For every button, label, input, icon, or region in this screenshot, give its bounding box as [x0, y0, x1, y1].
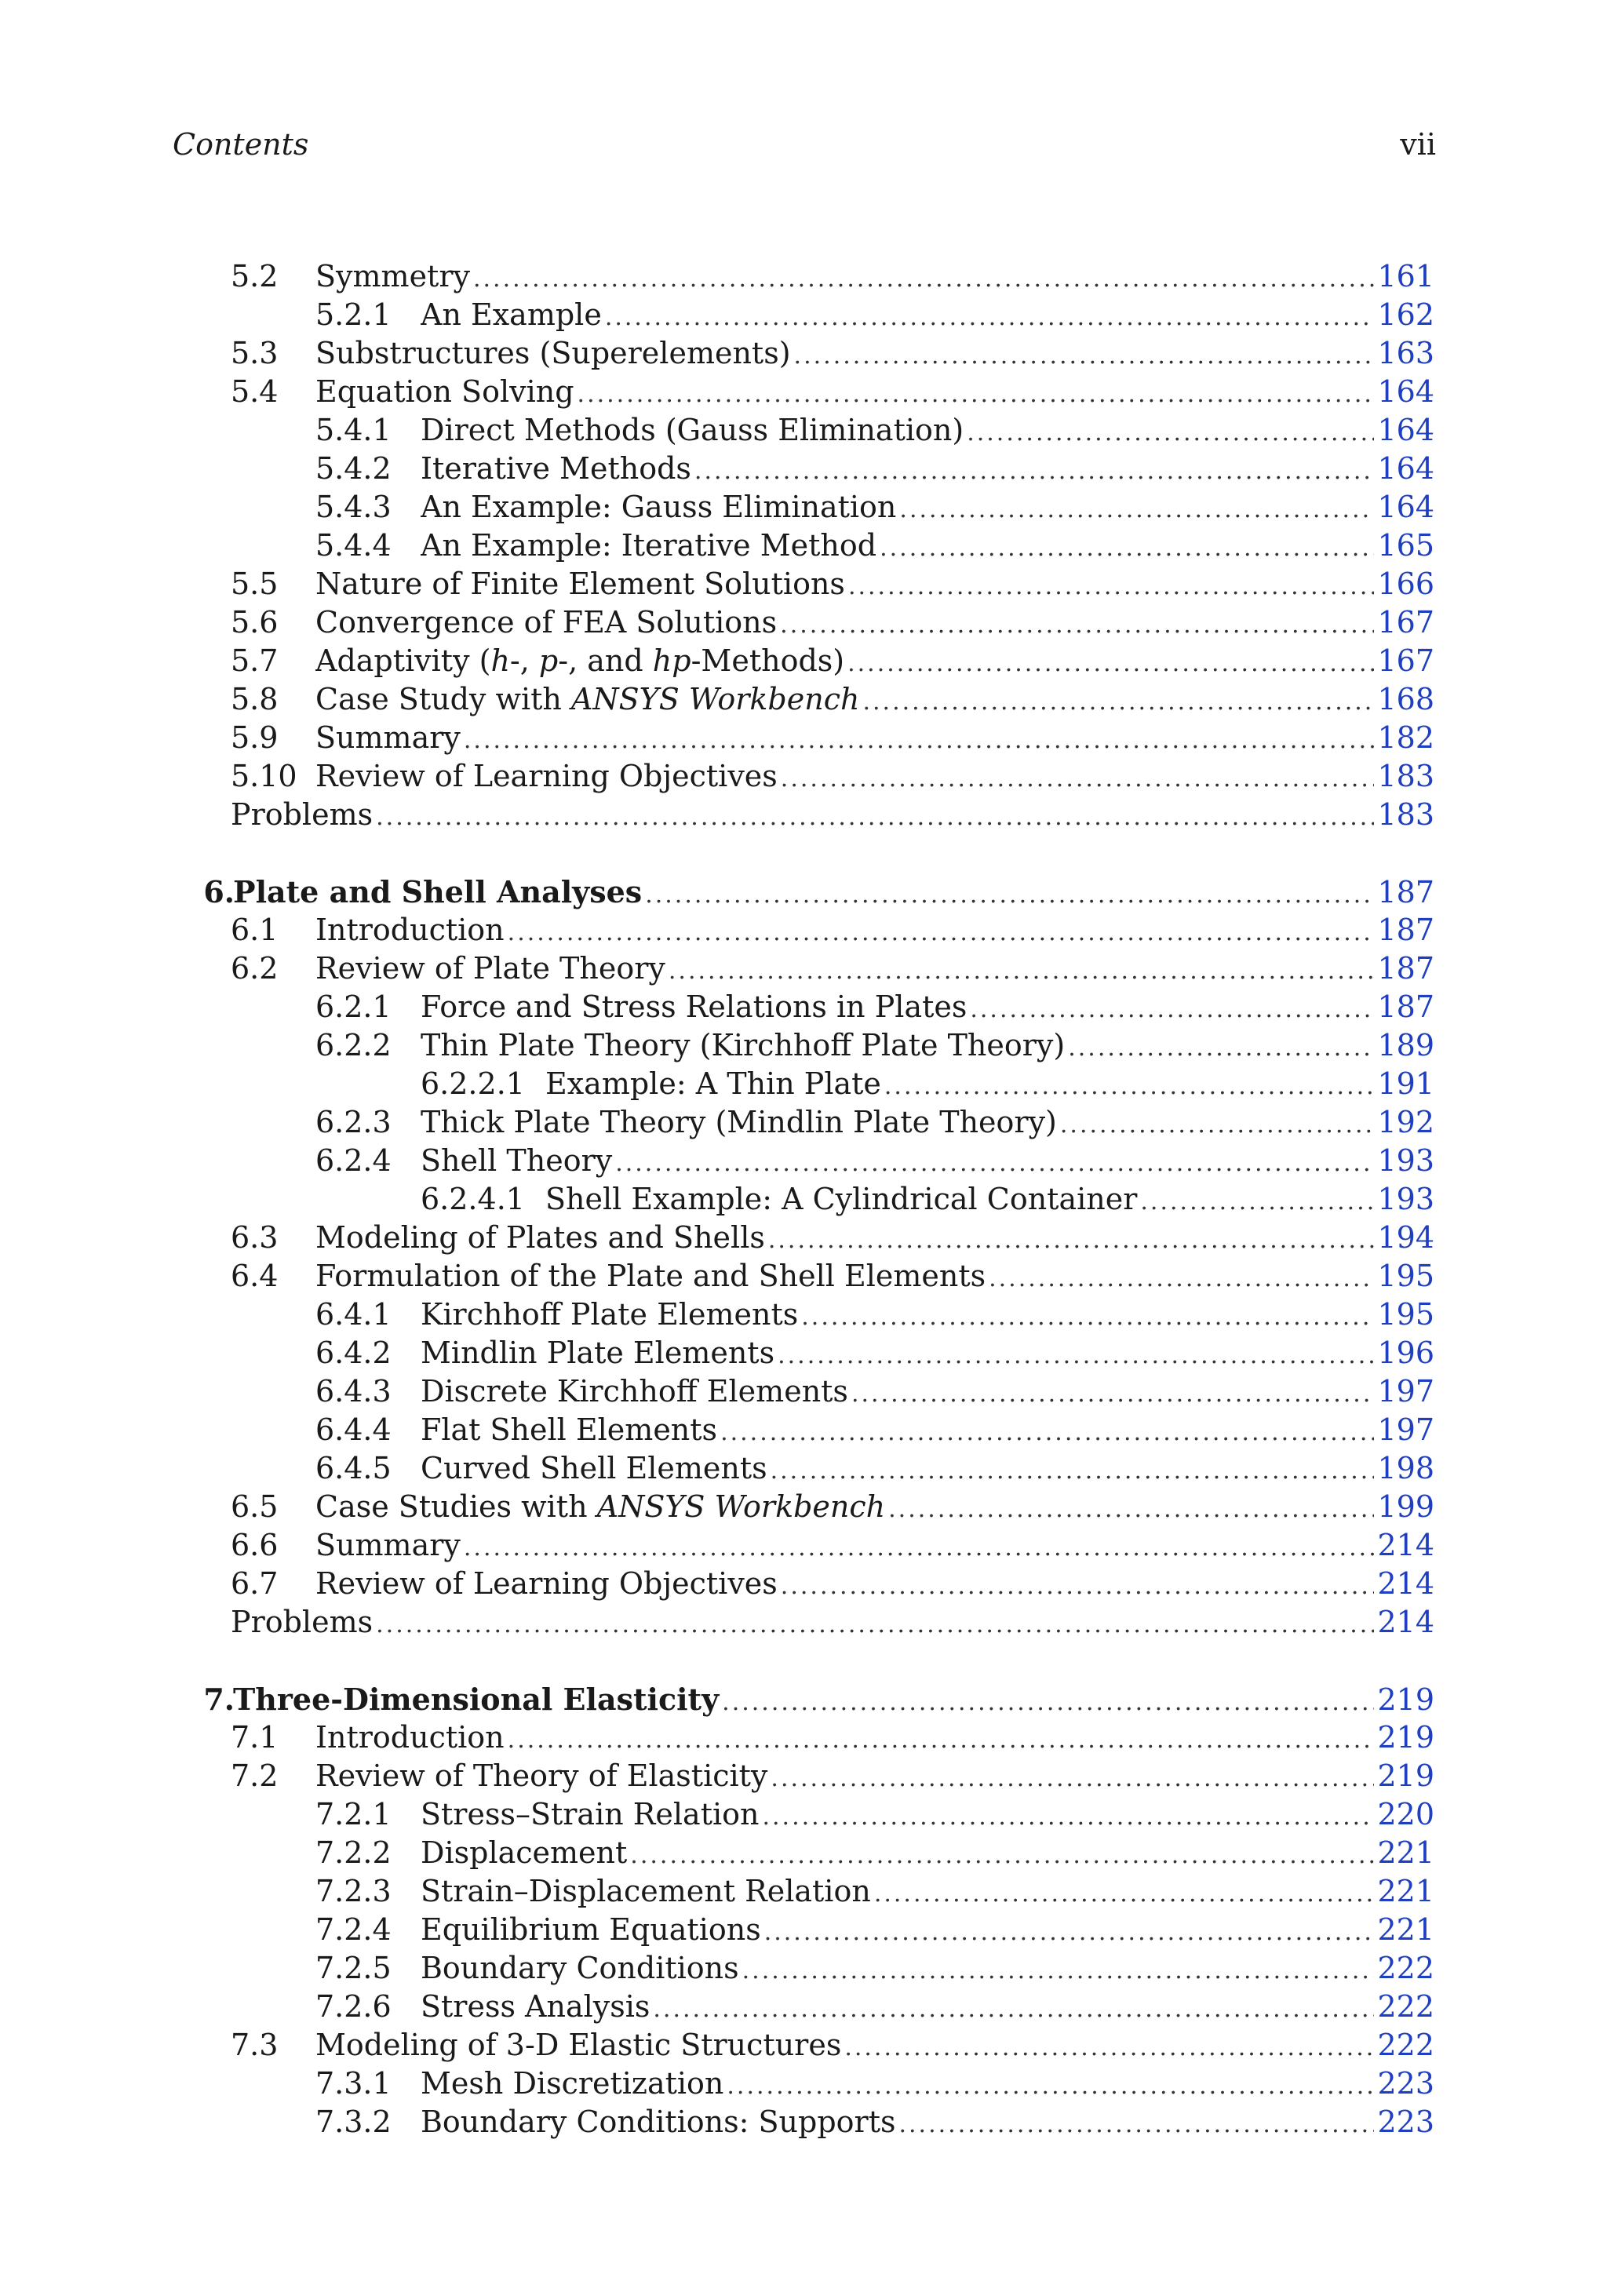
toc-entry[interactable] [0, 1526, 1607, 1565]
toc-entry-title: Thick Plate Theory (Mindlin Plate Theory) [421, 1105, 1057, 1139]
toc-entry[interactable] [0, 296, 1607, 334]
dot-leader [781, 760, 1375, 798]
toc-entry[interactable] [0, 257, 1607, 296]
running-head [173, 127, 1436, 166]
toc-entry-page-link[interactable]: 222 [1377, 1989, 1434, 2024]
toc-entry-page-link[interactable]: 214 [1377, 1605, 1434, 1639]
dot-leader [884, 1067, 1375, 1106]
toc-entry-line [421, 1949, 1434, 1990]
dot-leader [764, 1913, 1375, 1952]
toc-entry-title: Force and Stress Relations in Plates [421, 989, 967, 1024]
dot-leader [615, 1144, 1374, 1183]
toc-entry-page-link[interactable]: 214 [1377, 1528, 1434, 1562]
toc-entry[interactable] [0, 757, 1607, 796]
toc-entry-line [315, 949, 1434, 990]
dot-leader [653, 1990, 1374, 2028]
toc-entry[interactable] [0, 1834, 1607, 1872]
toc-entry-line [421, 1449, 1434, 1490]
dot-leader [801, 1298, 1374, 1336]
toc-entry[interactable] [0, 527, 1607, 565]
toc-entry-line [231, 796, 1434, 836]
toc-entry-page-link[interactable]: 195 [1377, 1259, 1434, 1293]
toc-entry-page-link[interactable]: 166 [1377, 567, 1434, 601]
dot-leader [771, 1452, 1375, 1490]
toc-entry[interactable] [0, 1026, 1607, 1065]
toc-entry-line [315, 2026, 1434, 2067]
toc-entry-line [231, 1603, 1434, 1644]
toc-entry-title: Boundary Conditions [421, 1951, 739, 1985]
toc-entry-number: 5.3 [231, 336, 279, 370]
dot-leader [880, 529, 1374, 567]
toc-entry-line [421, 411, 1434, 452]
toc-entry-number: 5.8 [231, 682, 279, 716]
toc-entry[interactable] [0, 1565, 1607, 1603]
toc-entry-number: 7.2.1 [315, 1797, 392, 1831]
toc-entry-title: Discrete Kirchhoff Elements [421, 1374, 848, 1409]
toc-entry[interactable] [0, 450, 1607, 488]
toc-entry-title: Boundary Conditions: Supports [421, 2105, 896, 2139]
dot-leader [473, 260, 1375, 298]
toc-entry-page-link[interactable]: 162 [1377, 297, 1434, 332]
toc-entry-page-link[interactable]: 187 [1377, 913, 1434, 947]
toc-entry-title: Mesh Discretization [421, 2066, 724, 2101]
dot-leader [1060, 1106, 1375, 1144]
toc-entry[interactable] [0, 1449, 1607, 1488]
dot-leader [605, 298, 1375, 337]
toc-entry-line [421, 1834, 1434, 1875]
toc-entry-page-link[interactable]: 187 [1377, 875, 1434, 909]
toc-entry[interactable] [0, 642, 1607, 680]
dot-leader [862, 683, 1374, 721]
toc-entry-page-link[interactable]: 196 [1377, 1336, 1434, 1370]
toc-entry-title: Shell Example: A Cylindrical Container [545, 1182, 1138, 1216]
toc-entry[interactable] [0, 719, 1607, 757]
toc-entry-page-link[interactable]: 163 [1377, 336, 1434, 370]
toc-entry-page-link[interactable]: 220 [1377, 1797, 1434, 1831]
dot-leader [794, 337, 1375, 375]
toc-entry-page-link[interactable]: 221 [1377, 1835, 1434, 1870]
toc-entry-number: 7.2.3 [315, 1874, 392, 1908]
toc-entry-number: 5.4.4 [315, 528, 392, 563]
toc-entry[interactable] [0, 680, 1607, 719]
toc-entry-number: 5.5 [231, 567, 279, 601]
toc-entry-title: Three-Dimensional Elasticity [233, 1682, 720, 1717]
toc-entry-page-link[interactable]: 198 [1377, 1451, 1434, 1485]
dot-leader [722, 1683, 1374, 1722]
toc-entry[interactable] [0, 2026, 1607, 2065]
toc-entry-line [421, 988, 1434, 1029]
toc-entry-number: 6.2.2 [315, 1028, 392, 1062]
toc-entry-page-link[interactable]: 187 [1377, 989, 1434, 1024]
toc-entry-page-link[interactable]: 192 [1377, 1105, 1434, 1139]
dot-leader [771, 1759, 1374, 1798]
toc-entry-page-link[interactable]: 223 [1377, 2105, 1434, 2139]
toc-entry-title: Nature of Finite Element Solutions [315, 567, 845, 601]
toc-entry-page-link[interactable]: 187 [1377, 951, 1434, 986]
toc-entry[interactable] [0, 411, 1607, 450]
toc-entry-title: Summary [315, 1528, 461, 1562]
toc-entry-number: 6.2.3 [315, 1105, 392, 1139]
toc-entry-number: 6.4.4 [315, 1412, 392, 1447]
toc-entry-line [315, 373, 1434, 414]
toc-entry-title: Direct Methods (Gauss Elimination) [421, 413, 964, 447]
toc-entry-line [421, 1372, 1434, 1413]
toc-entry-number: 6.2.4.1 [421, 1182, 525, 1216]
toc-entry-title: Case Studies with ANSYS Workbench [315, 1489, 886, 1524]
toc-entry-number: 7.2 [231, 1758, 279, 1793]
dot-leader [508, 913, 1375, 952]
toc-entry-title: Review of Theory of Elasticity [315, 1758, 768, 1793]
toc-entry-page-link[interactable]: 161 [1377, 259, 1434, 293]
toc-entry[interactable] [0, 1065, 1607, 1103]
toc-entry-title: Case Study with ANSYS Workbench [315, 682, 860, 716]
toc-entry[interactable] [0, 488, 1607, 527]
toc-entry-line [421, 527, 1434, 567]
toc-entry-number: 7.2.5 [315, 1951, 392, 1985]
toc-entry-number: 5.2 [231, 259, 279, 293]
toc-entry-line [421, 1795, 1434, 1836]
toc-entry-line [315, 642, 1434, 683]
toc-entry-page-link[interactable]: 222 [1377, 2028, 1434, 2062]
toc-entry-line [421, 1911, 1434, 1952]
dot-leader [376, 798, 1374, 836]
toc-entry-title: Equation Solving [315, 374, 574, 409]
toc-entry-page-link[interactable]: 219 [1377, 1758, 1434, 1793]
toc-entry-title: Flat Shell Elements [421, 1412, 718, 1447]
toc-entry[interactable] [0, 565, 1607, 603]
toc-entry-title: Substructures (Superelements) [315, 336, 791, 370]
toc-entry-line [315, 1718, 1434, 1759]
toc-entry-number: 5.9 [231, 720, 279, 755]
dot-leader [645, 876, 1374, 914]
toc-entry[interactable] [0, 1257, 1607, 1296]
dot-leader [768, 1221, 1375, 1259]
toc-entry-title: Kirchhoff Plate Elements [421, 1297, 799, 1332]
toc-entry-line [315, 1257, 1434, 1298]
toc-entry-title: Mindlin Plate Elements [421, 1336, 775, 1370]
toc-entry-number: 6.6 [231, 1528, 279, 1562]
toc-entry-number: 6.1 [231, 913, 279, 947]
dot-leader [464, 721, 1375, 760]
dot-leader [762, 1798, 1374, 1836]
dot-leader [778, 1336, 1374, 1375]
toc-entry-page-link[interactable]: 164 [1377, 374, 1434, 409]
dot-leader [780, 606, 1374, 644]
toc-entry-title: Review of Learning Objectives [315, 1566, 778, 1601]
toc-entry-line [421, 1411, 1434, 1452]
toc-entry-page-link[interactable]: 197 [1377, 1374, 1434, 1409]
toc-entry-page-link[interactable]: 182 [1377, 720, 1434, 755]
toc-entry-title: Introduction [315, 913, 505, 947]
toc-entry[interactable] [0, 1142, 1607, 1180]
toc-entry-title: Iterative Methods [421, 451, 691, 486]
toc-entry-title: Modeling of 3-D Elastic Structures [315, 2028, 842, 2062]
toc-entry-page-link[interactable]: 168 [1377, 682, 1434, 716]
toc-entry-title: Problems [231, 1605, 374, 1639]
toc-entry-number: 6.5 [231, 1489, 279, 1524]
dot-leader [630, 1836, 1374, 1875]
dot-leader [847, 644, 1374, 683]
dot-leader [669, 952, 1375, 990]
toc-entry-line [315, 911, 1434, 952]
toc-entry-number: 6. [203, 874, 235, 909]
toc-entry[interactable] [0, 1603, 1607, 1642]
toc-entry-page-link[interactable]: 219 [1377, 1682, 1434, 1717]
running-head-title: Contents [173, 127, 309, 162]
toc-entry-number: 7.2.2 [315, 1835, 392, 1870]
running-head-page-number: vii [1400, 127, 1436, 162]
toc-entry[interactable] [0, 1103, 1607, 1142]
toc-entry-title: Summary [315, 720, 461, 755]
toc-entry-line [545, 1180, 1434, 1221]
toc-entry-number: 5.4 [231, 374, 279, 409]
toc-chapter-entry[interactable] [0, 873, 1607, 911]
toc-entry-line [315, 334, 1434, 375]
toc-entry-line [421, 2103, 1434, 2144]
toc-entry[interactable] [0, 2103, 1607, 2141]
toc-entry-line [315, 1565, 1434, 1605]
toc-entry-number: 6.4.1 [315, 1297, 392, 1332]
toc-entry-title: Strain–Displacement Relation [421, 1874, 871, 1908]
toc-entry-line [315, 1219, 1434, 1259]
toc-entry-title: Review of Learning Objectives [315, 759, 778, 793]
toc-entry-line [233, 873, 1434, 914]
toc-entry-page-link[interactable]: 193 [1377, 1143, 1434, 1178]
toc-entry-title: Stress Analysis [421, 1989, 650, 2024]
toc-entry-number: 7.1 [231, 1720, 279, 1755]
toc-entry[interactable] [0, 911, 1607, 949]
toc-entry[interactable] [0, 1872, 1607, 1911]
toc-entry-number: 5.4.2 [315, 451, 392, 486]
toc-entry-line [315, 719, 1434, 760]
dot-leader [848, 567, 1375, 606]
toc-entry-number: 7.3.2 [315, 2105, 392, 2139]
toc-entry-title: Stress–Strain Relation [421, 1797, 760, 1831]
dot-leader [694, 452, 1375, 490]
dot-leader [781, 1567, 1375, 1605]
toc-entry-line [421, 1872, 1434, 1913]
toc-entry[interactable] [0, 949, 1607, 988]
toc-entry-page-link[interactable]: 199 [1377, 1489, 1434, 1524]
toc-entry-title: Review of Plate Theory [315, 951, 665, 986]
dot-leader [989, 1259, 1374, 1298]
dot-leader [376, 1605, 1374, 1644]
dot-leader [899, 490, 1374, 529]
dot-leader [1068, 1029, 1374, 1067]
toc-entry-page-link[interactable]: 222 [1377, 1951, 1434, 1985]
toc-entry-title: Thin Plate Theory (Kirchhoff Plate Theory) [421, 1028, 1066, 1062]
toc-entry-page-link[interactable]: 223 [1377, 2066, 1434, 2101]
toc-entry-page-link[interactable]: 219 [1377, 1720, 1434, 1755]
toc-entry[interactable] [0, 2065, 1607, 2103]
toc-entry-line [421, 488, 1434, 529]
toc-entry-page-link[interactable]: 164 [1377, 490, 1434, 524]
toc-entry-number: 6.4.3 [315, 1374, 392, 1409]
toc-entry-page-link[interactable]: 164 [1377, 413, 1434, 447]
toc-entry-number: 6.4 [231, 1259, 279, 1293]
toc-entry-number: 6.7 [231, 1566, 279, 1601]
toc-entry-line [421, 1296, 1434, 1336]
toc-entry-title: Adaptivity (h-, p-, and hp-Methods) [315, 643, 845, 678]
toc-entry-line [315, 257, 1434, 298]
toc-entry[interactable] [0, 1296, 1607, 1334]
toc-entry-number: 5.7 [231, 643, 279, 678]
toc-entry-number: 7.3.1 [315, 2066, 392, 2101]
dot-leader [970, 990, 1374, 1029]
toc-entry[interactable] [0, 988, 1607, 1026]
toc-entry-title: Introduction [315, 1720, 505, 1755]
toc-entry-title: An Example [421, 297, 602, 332]
dot-leader [888, 1490, 1374, 1529]
toc-entry[interactable] [0, 1372, 1607, 1411]
toc-entry[interactable] [0, 603, 1607, 642]
toc-entry-page-link[interactable]: 165 [1377, 528, 1434, 563]
toc-entry-title: Equilibrium Equations [421, 1912, 761, 1947]
toc-entry-title: Convergence of FEA Solutions [315, 605, 778, 640]
dot-leader [742, 1952, 1375, 1990]
toc-entry-number: 5.2.1 [315, 297, 392, 332]
dot-leader [874, 1875, 1375, 1913]
toc-entry[interactable] [0, 1180, 1607, 1219]
toc-entry-title: Plate and Shell Analyses [233, 874, 643, 909]
toc-entry-line [315, 757, 1434, 798]
toc-entry-line [421, 1988, 1434, 2028]
dot-leader [844, 2028, 1374, 2067]
toc-entry-number: 6.2.4 [315, 1143, 392, 1178]
toc-entry-number: 5.4.3 [315, 490, 392, 524]
toc-entry-page-link[interactable]: 195 [1377, 1297, 1434, 1332]
toc-entry-title: Symmetry [315, 259, 470, 293]
toc-entry-line [421, 1334, 1434, 1375]
toc-entry-number: 6.4.5 [315, 1451, 392, 1485]
toc-entry-title: An Example: Iterative Method [421, 528, 877, 563]
toc-entry-line [421, 296, 1434, 337]
toc-entry[interactable] [0, 796, 1607, 834]
toc-entry-page-link[interactable]: 167 [1377, 605, 1434, 640]
toc-entry-number: 6.4.2 [315, 1336, 392, 1370]
toc-entry-title: Example: A Thin Plate [545, 1066, 881, 1101]
toc-entry-number: 7.2.6 [315, 1989, 392, 2024]
toc-entry[interactable] [0, 1219, 1607, 1257]
toc-entry-title: An Example: Gauss Elimination [421, 490, 897, 524]
dot-leader [1140, 1183, 1374, 1221]
toc-entry-title: Shell Theory [421, 1143, 613, 1178]
toc-entry[interactable] [0, 373, 1607, 411]
toc-entry[interactable] [0, 1757, 1607, 1795]
toc-entry-number: 7. [203, 1682, 235, 1717]
toc-entry-line [545, 1065, 1434, 1106]
toc-entry-title: Displacement [421, 1835, 628, 1870]
toc-entry-line [315, 1526, 1434, 1567]
toc-entry-page-link[interactable]: 214 [1377, 1566, 1434, 1601]
toc-entry-line [421, 1026, 1434, 1067]
toc-entry[interactable] [0, 1949, 1607, 1988]
toc-entry-line [233, 1680, 1434, 1722]
toc-entry[interactable] [0, 1411, 1607, 1449]
toc-entry-line [421, 1103, 1434, 1144]
toc-entry[interactable] [0, 1911, 1607, 1949]
toc-entry-page-link[interactable]: 164 [1377, 451, 1434, 486]
toc-entry-number: 6.2.2.1 [421, 1066, 525, 1101]
toc-entry-line [315, 1757, 1434, 1798]
toc-entry[interactable] [0, 1334, 1607, 1372]
dot-leader [508, 1721, 1375, 1759]
dot-leader [464, 1529, 1375, 1567]
toc-entry-page-link[interactable]: 193 [1377, 1182, 1434, 1216]
toc-entry-number: 6.2 [231, 951, 279, 986]
dot-leader [720, 1413, 1374, 1452]
toc-entry-page-link[interactable]: 221 [1377, 1874, 1434, 1908]
toc-entry-page-link[interactable]: 183 [1377, 759, 1434, 793]
toc-entry-line [315, 603, 1434, 644]
toc-entry-number: 5.4.1 [315, 413, 392, 447]
dot-leader [727, 2067, 1374, 2105]
toc-entry-number: 5.6 [231, 605, 279, 640]
toc-entry-line [421, 1142, 1434, 1183]
toc-entry-line [315, 680, 1434, 721]
toc-entry-page-link[interactable]: 194 [1377, 1220, 1434, 1255]
toc-entry-page-link[interactable]: 197 [1377, 1412, 1434, 1447]
toc-entry-number: 7.2.4 [315, 1912, 392, 1947]
toc-entry-page-link[interactable]: 167 [1377, 643, 1434, 678]
toc-entry-number: 6.3 [231, 1220, 279, 1255]
toc-entry[interactable] [0, 1488, 1607, 1526]
toc-entry-line [421, 2065, 1434, 2105]
toc-entry[interactable] [0, 334, 1607, 373]
toc-entry-title: Problems [231, 797, 374, 832]
toc-entry[interactable] [0, 1795, 1607, 1834]
toc-entry-page-link[interactable]: 189 [1377, 1028, 1434, 1062]
toc-entry-title: Curved Shell Elements [421, 1451, 767, 1485]
dot-leader [851, 1375, 1375, 1413]
toc-entry-title: Formulation of the Plate and Shell Elements [315, 1259, 986, 1293]
toc-entry-line [421, 450, 1434, 490]
dot-leader [898, 2105, 1374, 2144]
toc-entry-page-link[interactable]: 183 [1377, 797, 1434, 832]
toc-entry[interactable] [0, 1988, 1607, 2026]
dot-leader [578, 375, 1375, 414]
dot-leader [967, 414, 1374, 452]
toc-entry-page-link[interactable]: 191 [1377, 1066, 1434, 1101]
toc-entry-number: 7.3 [231, 2028, 279, 2062]
toc-entry-line [315, 565, 1434, 606]
toc-entry-number: 6.2.1 [315, 989, 392, 1024]
toc-entry-line [315, 1488, 1434, 1529]
toc-entry[interactable] [0, 1718, 1607, 1757]
toc-entry-page-link[interactable]: 221 [1377, 1912, 1434, 1947]
toc-entry-number: 5.10 [231, 759, 297, 793]
toc-chapter-entry[interactable] [0, 1680, 1607, 1718]
toc-entry-title: Modeling of Plates and Shells [315, 1220, 765, 1255]
